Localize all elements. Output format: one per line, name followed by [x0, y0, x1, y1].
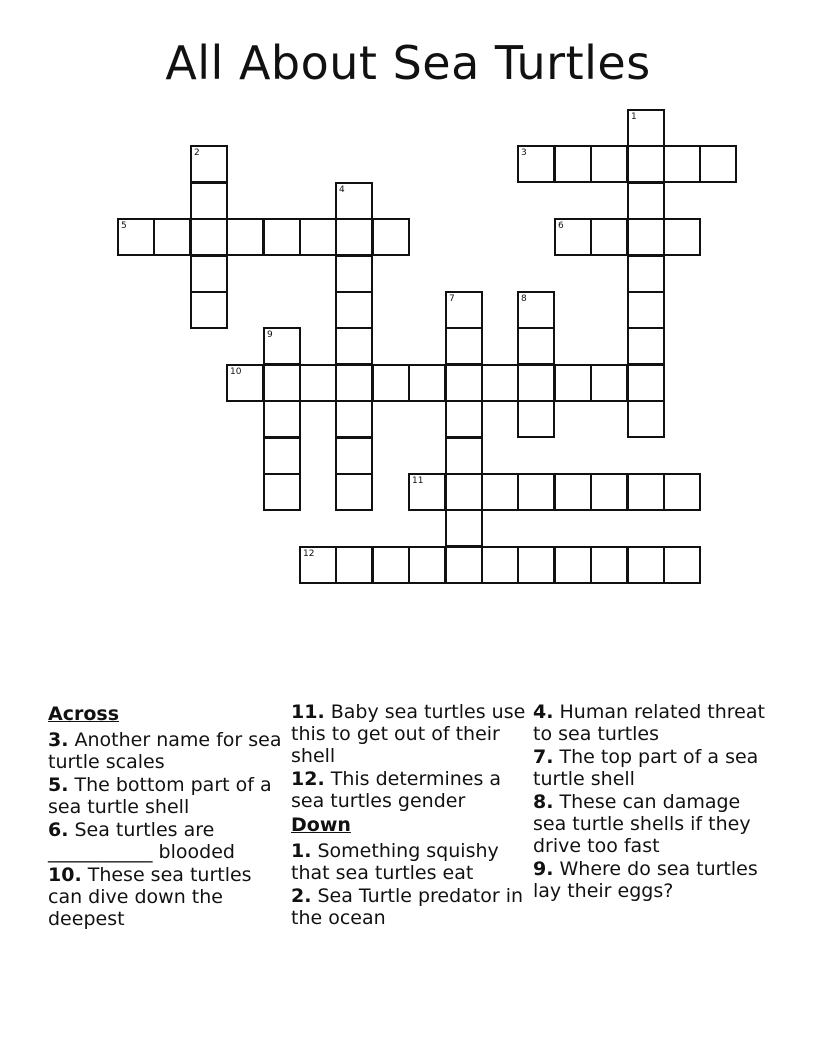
grid-cell[interactable] — [190, 145, 228, 183]
grid-cell[interactable] — [517, 327, 555, 365]
grid-cell[interactable] — [372, 364, 410, 402]
grid-cell[interactable] — [627, 182, 665, 220]
grid-cell[interactable] — [117, 218, 155, 256]
clue-number: 1 — [631, 112, 637, 122]
grid-cell[interactable] — [226, 218, 264, 256]
grid-cell[interactable] — [554, 218, 592, 256]
clues-column-1 — [48, 701, 284, 931]
clue-item-number: 3. — [48, 729, 69, 751]
grid-cell[interactable] — [627, 327, 665, 365]
grid-cell[interactable] — [663, 145, 701, 183]
grid-cell[interactable] — [590, 546, 628, 584]
grid-cell[interactable] — [699, 145, 737, 183]
grid-cell[interactable] — [153, 218, 191, 256]
grid-cell[interactable] — [263, 473, 301, 511]
clue-number: 10 — [230, 367, 242, 377]
grid-cell[interactable] — [663, 546, 701, 584]
clue-number: 9 — [267, 330, 273, 340]
clue-item — [533, 858, 769, 902]
clue-item-number: 5. — [48, 774, 69, 796]
down-clue-list-continued — [533, 701, 769, 902]
clue-item-number: 1. — [291, 840, 312, 862]
grid-cell[interactable] — [517, 546, 555, 584]
clue-item-text: Where do sea turtles lay their eggs? — [533, 858, 758, 902]
grid-cell[interactable] — [299, 546, 337, 584]
grid-cell[interactable] — [554, 145, 592, 183]
down-clue-list — [291, 840, 527, 929]
clue-item-number: 4. — [533, 701, 554, 723]
grid-cell[interactable] — [481, 546, 519, 584]
clue-number: 2 — [194, 148, 200, 158]
clue-item-text: Another name for sea turtle scales — [48, 729, 282, 773]
grid-cell[interactable] — [445, 437, 483, 475]
clue-number: 6 — [558, 221, 564, 231]
grid-cell[interactable] — [263, 218, 301, 256]
clues-column-2 — [291, 701, 527, 930]
grid-cell[interactable] — [445, 364, 483, 402]
grid-cell[interactable] — [663, 218, 701, 256]
grid-cell[interactable] — [517, 291, 555, 329]
grid-cell[interactable] — [627, 255, 665, 293]
grid-cell[interactable] — [590, 145, 628, 183]
grid-cell[interactable] — [627, 145, 665, 183]
grid-cell[interactable] — [663, 473, 701, 511]
clue-item-text: Baby sea turtles use this to get out of their shell — [291, 701, 526, 767]
clue-item — [291, 768, 527, 812]
grid-cell[interactable] — [481, 473, 519, 511]
clue-item-text: Human related threat to sea turtles — [533, 701, 765, 745]
grid-cell[interactable] — [372, 546, 410, 584]
grid-cell[interactable] — [408, 364, 446, 402]
grid-cell[interactable] — [445, 400, 483, 438]
grid-cell[interactable] — [554, 546, 592, 584]
grid-cell[interactable] — [335, 437, 373, 475]
clue-item-text: These sea turtles can dive down the deepest — [48, 864, 252, 930]
grid-cell[interactable] — [517, 145, 555, 183]
grid-cell[interactable] — [627, 109, 665, 147]
grid-cell[interactable] — [190, 182, 228, 220]
grid-cell[interactable] — [335, 218, 373, 256]
grid-cell[interactable] — [226, 364, 264, 402]
clue-number: 3 — [521, 148, 527, 158]
grid-cell[interactable] — [335, 473, 373, 511]
grid-cell[interactable] — [517, 473, 555, 511]
grid-cell[interactable] — [445, 509, 483, 547]
grid-cell[interactable] — [372, 218, 410, 256]
clue-number: 12 — [303, 549, 315, 559]
grid-cell[interactable] — [335, 327, 373, 365]
grid-cell[interactable] — [590, 473, 628, 511]
grid-cell[interactable] — [481, 364, 519, 402]
grid-cell[interactable] — [263, 400, 301, 438]
grid-cell[interactable] — [517, 364, 555, 402]
clue-item-number: 10. — [48, 864, 82, 886]
clue-item — [291, 701, 527, 767]
grid-cell[interactable] — [408, 473, 446, 511]
grid-cell[interactable] — [263, 437, 301, 475]
clue-item-text: The bottom part of a sea turtle shell — [48, 774, 272, 818]
grid-cell[interactable] — [445, 291, 483, 329]
grid-cell[interactable] — [335, 255, 373, 293]
clue-number: 11 — [412, 476, 424, 486]
grid-cell[interactable] — [263, 364, 301, 402]
clue-number: 8 — [521, 294, 527, 304]
clue-item-number: 2. — [291, 885, 312, 907]
grid-cell[interactable] — [190, 255, 228, 293]
grid-cell[interactable] — [335, 400, 373, 438]
clue-item-number: 8. — [533, 791, 554, 813]
clue-item — [533, 701, 769, 745]
clue-number: 4 — [339, 185, 345, 195]
grid-cell[interactable] — [335, 546, 373, 584]
grid-cell[interactable] — [299, 364, 337, 402]
clue-item-number: 6. — [48, 819, 69, 841]
down-heading: Down — [291, 814, 351, 836]
grid-cell[interactable] — [627, 400, 665, 438]
clue-item-number: 9. — [533, 858, 554, 880]
clue-item — [48, 819, 284, 863]
clue-item — [291, 840, 527, 884]
clue-number: 7 — [449, 294, 455, 304]
grid-cell[interactable] — [554, 473, 592, 511]
grid-cell[interactable] — [335, 291, 373, 329]
clue-item — [48, 729, 284, 773]
clue-item-number: 11. — [291, 701, 325, 723]
clue-item-text: Sea Turtle predator in the ocean — [291, 885, 524, 929]
clue-item-text: These can damage sea turtle shells if they drive too fast — [533, 791, 751, 857]
clue-item-number: 7. — [533, 746, 554, 768]
clue-item-number: 12. — [291, 768, 325, 790]
grid-cell[interactable] — [517, 400, 555, 438]
clue-item — [291, 885, 527, 929]
clue-item — [48, 864, 284, 930]
grid-cell[interactable] — [590, 364, 628, 402]
grid-cell[interactable] — [445, 473, 483, 511]
page-title: All About Sea Turtles — [165, 36, 651, 90]
clues-column-3 — [533, 701, 769, 903]
grid-cell[interactable] — [335, 182, 373, 220]
clue-item-text: Something squishy that sea turtles eat — [291, 840, 499, 884]
clue-number: 5 — [121, 221, 127, 231]
clue-item-text: The top part of a sea turtle shell — [533, 746, 759, 790]
grid-cell[interactable] — [627, 364, 665, 402]
grid-cell[interactable] — [335, 364, 373, 402]
clue-item — [533, 746, 769, 790]
clue-item — [533, 791, 769, 857]
across-clue-list-continued — [291, 701, 527, 812]
clue-item-text: This determines a sea turtles gender — [291, 768, 502, 812]
grid-cell[interactable] — [445, 546, 483, 584]
grid-cell[interactable] — [590, 218, 628, 256]
grid-cell[interactable] — [627, 291, 665, 329]
grid-cell[interactable] — [627, 546, 665, 584]
grid-cell[interactable] — [299, 218, 337, 256]
grid-cell[interactable] — [445, 327, 483, 365]
grid-cell[interactable] — [627, 218, 665, 256]
grid-cell[interactable] — [554, 364, 592, 402]
grid-cell[interactable] — [263, 327, 301, 365]
clue-item — [48, 774, 284, 818]
across-heading: Across — [48, 703, 120, 725]
grid-cell[interactable] — [627, 473, 665, 511]
grid-cell[interactable] — [408, 546, 446, 584]
clue-item-text: Sea turtles are ___________ blooded — [48, 819, 235, 863]
across-clue-list — [48, 729, 284, 930]
grid-cell[interactable] — [190, 291, 228, 329]
grid-cell[interactable] — [190, 218, 228, 256]
